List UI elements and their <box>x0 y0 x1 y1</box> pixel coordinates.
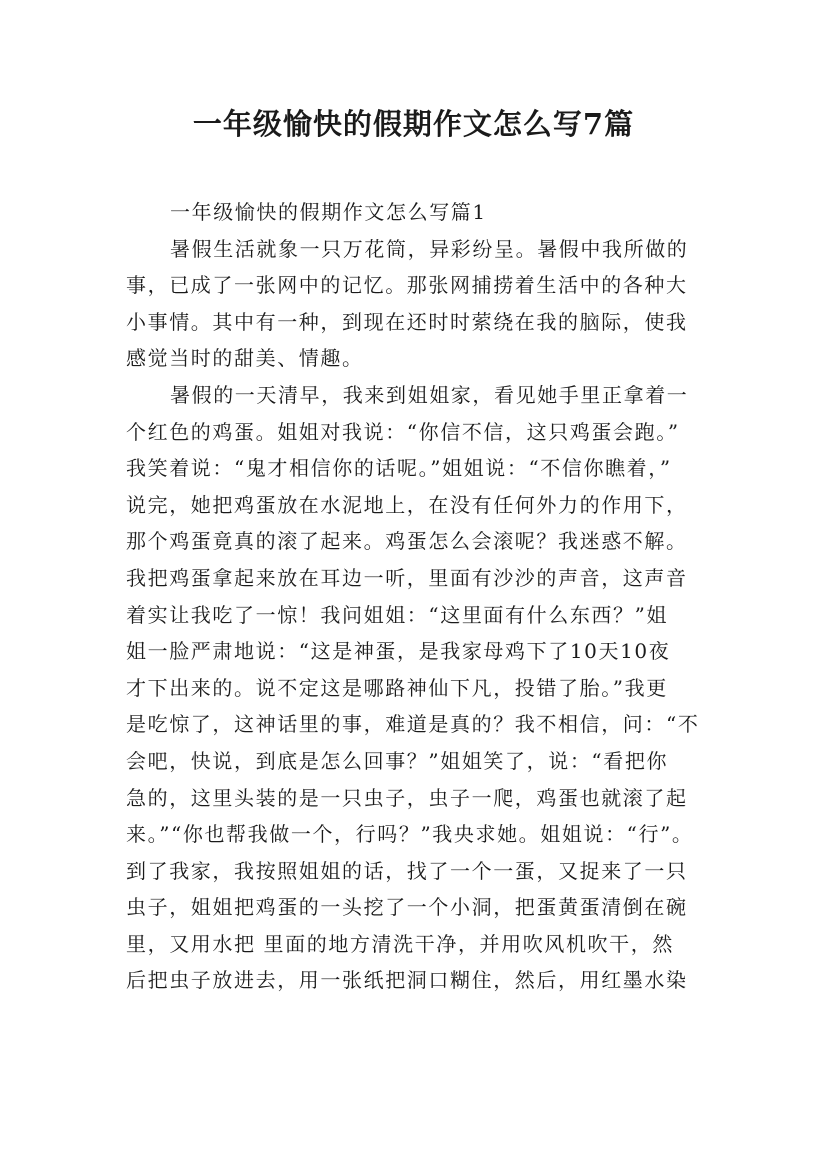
paragraph-line: 事，已成了一张网中的记忆。那张网捕捞着生活中的各种大 <box>126 273 688 298</box>
paragraph-line: 才下出来的。说不定这是哪路神仙下凡，投错了胎。”我更 <box>126 675 668 700</box>
paragraph-line: 个红色的鸡蛋。姐姐对我说：“你信不信，这只鸡蛋会跑。” <box>126 419 680 444</box>
document-title: 一年级愉快的假期作文怎么写7篇 <box>192 107 635 141</box>
paragraph-first-line: 暑假的一天清早，我来到姐姐家，看见她手里正拿着一 <box>170 382 689 407</box>
paragraph-line: 着实让我吃了一惊！我问姐姐：“这里面有什么东西？”姐 <box>126 602 669 627</box>
document-body <box>126 194 716 999</box>
paragraph-line: 是吃惊了，这神话里的事，难道是真的？我不相信，问：“不 <box>126 712 700 737</box>
paragraph-line: 到了我家，我按照姐姐的话，找了一个一蛋，又捉来了一只 <box>126 858 688 883</box>
paragraph-line: 里，又用水把 里面的地方清洗干净，并用吹风机吹干，然 <box>126 931 674 956</box>
paragraph-line: 说完，她把鸡蛋放在水泥地上，在没有任何外力的作用下， <box>126 492 688 517</box>
paragraph-first-line: 一年级愉快的假期作文怎么写篇1 <box>170 200 487 224</box>
paragraph-line: 会吧，快说，到底是怎么回事？”姐姐笑了，说：“看把你 <box>126 748 669 773</box>
paragraph-line: 后把虫子放进去，用一张纸把洞口糊住，然后，用红墨水染 <box>126 968 688 993</box>
paragraph-line: 姐一脸严肃地说：“这是神蛋，是我家母鸡下了10天10夜 <box>126 639 671 664</box>
paragraph-line: 虫子，姐姐把鸡蛋的一头挖了一个小洞，把蛋黄蛋清倒在碗 <box>126 895 688 920</box>
paragraph-first-line: 暑假生活就象一只万花筒，异彩纷呈。暑假中我所做的 <box>170 236 689 261</box>
paragraph-line: 那个鸡蛋竟真的滚了起来。鸡蛋怎么会滚呢？我迷惑不解。 <box>126 529 688 554</box>
paragraph-line: 感觉当时的甜美、情趣。 <box>126 346 364 371</box>
paragraph-line: 我笑着说：“鬼才相信你的话呢。”姐姐说：“不信你瞧着，” <box>126 456 672 481</box>
paragraph-line: 来。”“你也帮我做一个，行吗？”我央求她。姐姐说：“行”。 <box>126 822 694 847</box>
paragraph-line: 我把鸡蛋拿起来放在耳边一听，里面有沙沙的声音，这声音 <box>126 565 688 590</box>
paragraph-line: 小事情。其中有一种，到现在还时时萦绕在我的脑际，使我 <box>126 309 688 334</box>
paragraph-line: 急的，这里头装的是一只虫子，虫子一爬，鸡蛋也就滚了起 <box>126 785 688 810</box>
